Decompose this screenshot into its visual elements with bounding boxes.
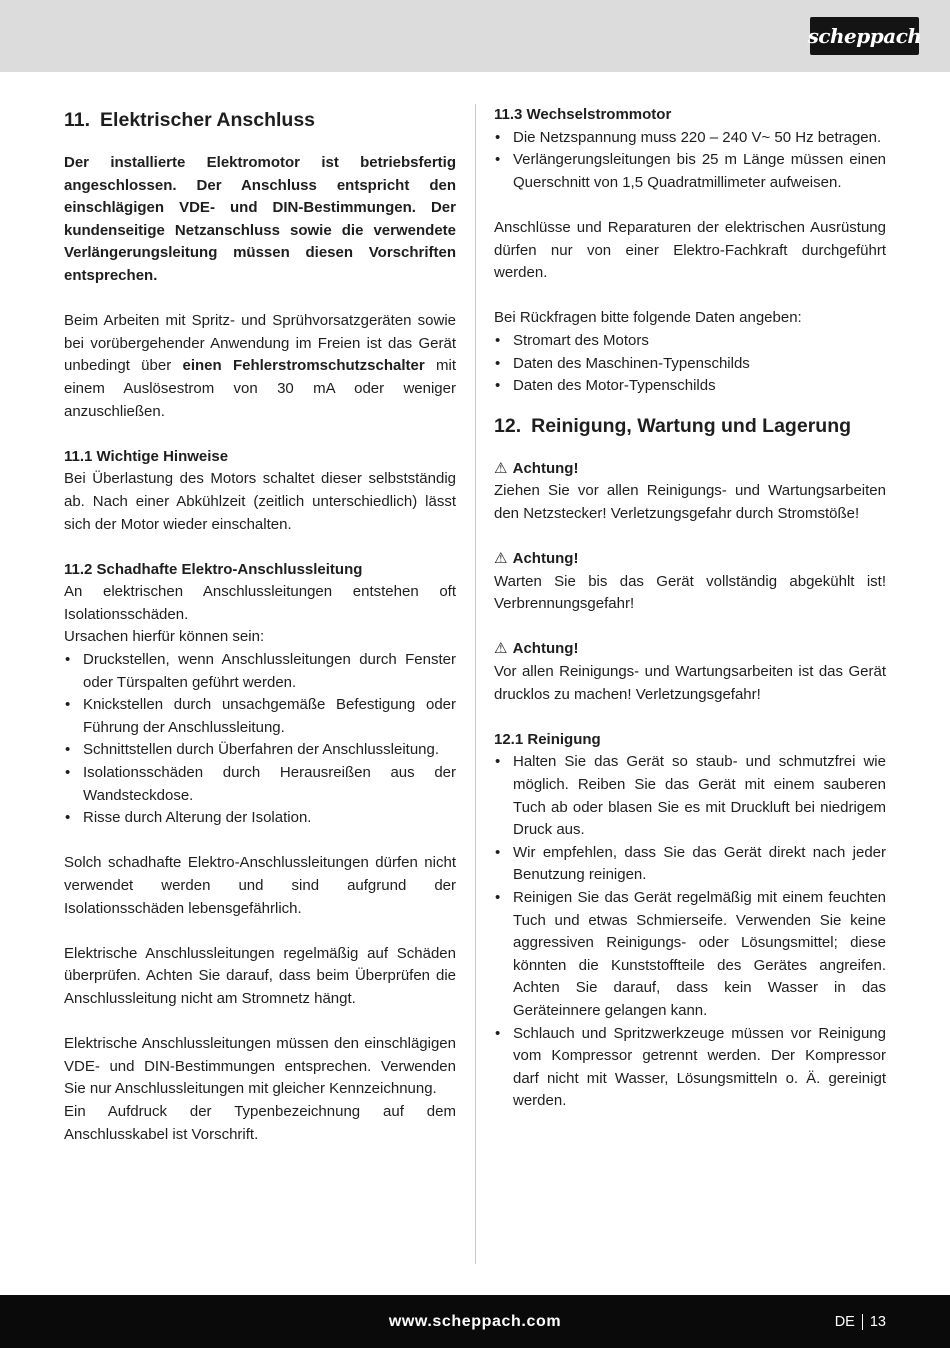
intro-paragraph: Der installierte Elektromotor ist betriebsfertig angeschlossen. Der Anschluss entspricht den einschlägigen VDE- und DIN-Bestimmungen. Der kundenseitige Netzanschluss sowie die verwendete Verlängerungsleitung müssen diesen Vorschriften entsprechen.: [64, 154, 456, 284]
list-item: • Schlauch und Spritzwerkzeuge müssen vor Reinigung vom Kompressor getrennt werden. Der Kompressor darf nicht mit Wasser, Lösungsmitteln o. Ä. gereinigt werden.: [494, 1023, 886, 1113]
section-11-2-text: An elektrischen Anschlussleitungen entstehen oft Isolationsschäden.: [64, 583, 456, 623]
warning-heading: [494, 458, 886, 481]
warning-text: Ziehen Sie vor allen Reinigungs- und Wartungsarbeiten den Netzstecker! Verletzungsgefahr durch Stromstöße!: [494, 482, 886, 522]
section-title: Elektrischer Anschluss: [100, 109, 316, 131]
section-11-2-causes-intro: Ursachen hierfür können sein:: [64, 628, 265, 646]
language-code: DE: [834, 1313, 855, 1330]
section-title: Reinigung, Wartung und Lagerung: [531, 414, 852, 437]
list-item: • Stromart des Motors: [494, 330, 886, 353]
type-marking-paragraph: Ein Aufdruck der Typenbezeichnung auf dem Anschlusskabel ist Vorschrift.: [64, 1102, 456, 1143]
footer-bar: [0, 1295, 950, 1348]
section-11-3-heading: 11.3 Wechselstrommotor: [494, 106, 672, 123]
section-11-heading: [64, 106, 456, 134]
ac-motor-list: [494, 127, 886, 195]
warning-label: Achtung!: [512, 550, 579, 568]
list-item: • Die Netzspannung muss 220 – 240 V~ 50 Hz betragen.: [494, 127, 886, 150]
list-item: • Daten des Maschinen-Typenschilds: [494, 353, 886, 376]
section-11-1-heading: 11.1 Wichtige Hinweise: [64, 447, 229, 465]
warning-heading: [494, 548, 886, 571]
section-number: 11.: [64, 109, 91, 131]
section-11-2-heading: 11.2 Schadhafte Elektro-Anschlussleitung: [64, 560, 363, 578]
text-run: Beim Arbeiten mit Spritz- und Sprühvorsatzgeräten sowie bei vorübergehender Anwendung im Freien ist das Gerät unbedingt über: [64, 312, 456, 375]
section-11-1-text: Bei Überlastung des Motors schaltet dieser selbstständig ab. Nach einer Abkühlzeit (zeitlich unterschiedlich) lässt sich der Motor wieder einschalten.: [64, 470, 456, 533]
separator: [862, 1314, 863, 1330]
warning-icon: ⚠: [494, 640, 508, 658]
causes-list: [64, 649, 456, 830]
regulations-paragraph: Elektrische Anschlussleitungen müssen den einschlägigen VDE- und DIN-Bestimmungen entsprechen. Verwenden Sie nur Anschlussleitungen mit gleicher Kennzeichnung.: [64, 1035, 456, 1098]
warning-label: Achtung!: [512, 640, 579, 658]
damaged-cable-paragraph: Solch schadhafte Elektro-Anschlussleitungen dürfen nicht verwendet werden und sind aufgrund der Isolationsschäden lebensgefährlich.: [64, 854, 456, 917]
column-divider: [475, 104, 476, 1264]
warning-icon: ⚠: [494, 459, 508, 477]
list-item: • Halten Sie das Gerät so staub- und schmutzfrei wie möglich. Reiben Sie das Gerät mit einem sauberen Tuch ab oder blasen Sie es mit Druckluft bei niedrigem Druck aus.: [494, 751, 886, 841]
warning-text: Warten Sie bis das Gerät vollständig abgekühlt ist! Verbrennungsgefahr!: [494, 572, 886, 613]
right-column: [494, 104, 886, 1113]
query-list: [494, 330, 886, 398]
list-item: • Isolationsschäden durch Herausreißen aus der Wandsteckdose.: [64, 762, 456, 807]
cleaning-list: [494, 751, 886, 1113]
inspection-paragraph: Elektrische Anschlussleitungen regelmäßig auf Schäden überprüfen. Achten Sie darauf, dass beim Überprüfen die Anschlussleitung nicht am Stromnetz hängt.: [64, 944, 456, 1007]
website-url: www.scheppach.com: [388, 1312, 562, 1330]
warning-heading: [494, 638, 886, 661]
text-run-bold: einen Fehlerstromschutzschalter: [182, 357, 425, 375]
left-column: [64, 104, 456, 1146]
list-item: • Verlängerungsleitungen bis 25 m Länge müssen einen Querschnitt von 1,5 Quadratmillimeter aufweisen.: [494, 149, 886, 194]
query-paragraph: Bei Rückfragen bitte folgende Daten angeben:: [494, 309, 802, 327]
section-12-1-heading: 12.1 Reinigung: [494, 730, 601, 748]
list-item: • Reinigen Sie das Gerät regelmäßig mit einem feuchten Tuch und etwas Schmierseife. Verwenden Sie keine aggressiven Reinigungs- oder Lösungsmittel; diese könnten die Kunststoffteile des Gerätes angreifen. Achten Sie darauf, dass kein Wasser in das Geräteinnere gelangen kann.: [494, 887, 886, 1023]
page-indicator: [835, 1295, 886, 1348]
text-run: mit einem Auslösestrom von 30 mA oder weniger anzuschließen.: [64, 357, 456, 420]
page-number: 13: [869, 1313, 886, 1330]
header-bar: [0, 0, 950, 72]
rcd-paragraph: [64, 310, 456, 423]
list-item: • Daten des Motor-Typenschilds: [494, 375, 886, 398]
scheppach-logo: [807, 17, 922, 55]
repair-paragraph: Anschlüsse und Reparaturen der elektrischen Ausrüstung dürfen nur von einer Elektro-Fachkraft durchgeführt werden.: [494, 218, 886, 282]
warning-label: Achtung!: [512, 459, 579, 477]
list-item: • Risse durch Alterung der Isolation.: [64, 807, 456, 830]
section-12-heading: [494, 412, 886, 440]
warning-text: Vor allen Reinigungs- und Wartungsarbeiten ist das Gerät drucklos zu machen! Verletzungsgefahr!: [494, 663, 886, 703]
list-item: • Druckstellen, wenn Anschlussleitungen durch Fenster oder Türspalten geführt werden.: [64, 649, 456, 694]
list-item: • Schnittstellen durch Überfahren der Anschlussleitung.: [64, 739, 456, 762]
list-item: • Knickstellen durch unsachgemäße Befestigung oder Führung der Anschlussleitung.: [64, 694, 456, 739]
section-number: 12.: [494, 414, 522, 437]
list-item: • Wir empfehlen, dass Sie das Gerät direkt nach jeder Benutzung reinigen.: [494, 842, 886, 887]
logo-text: scheppach: [807, 24, 922, 48]
warning-icon: ⚠: [494, 550, 508, 568]
